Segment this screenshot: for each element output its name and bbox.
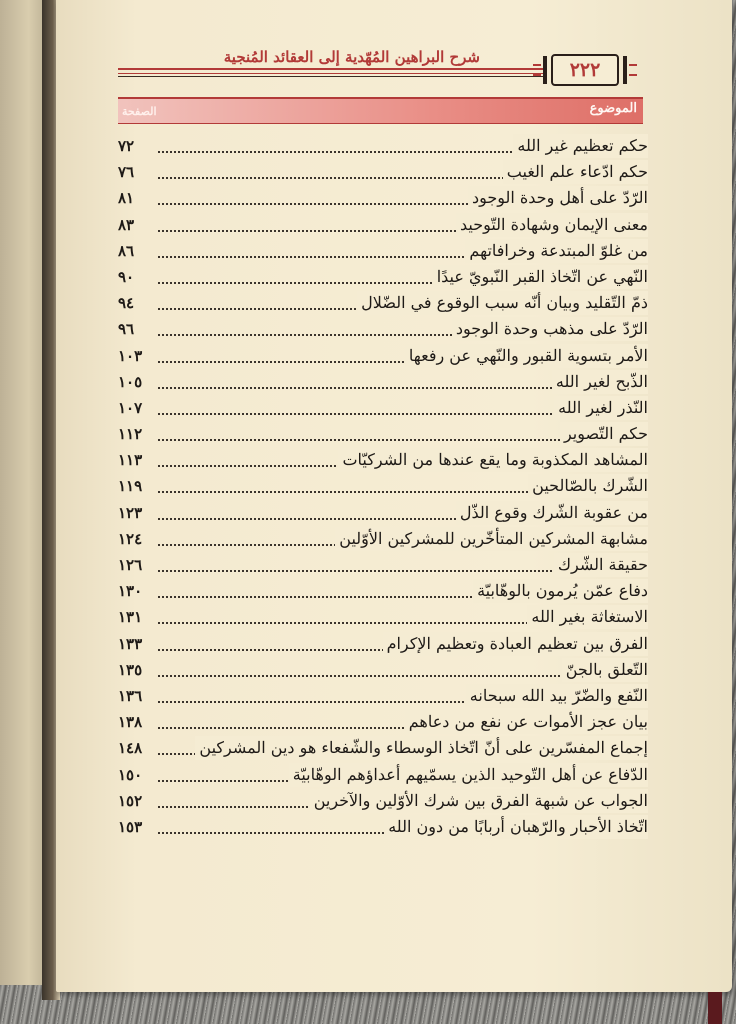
toc-entry <box>118 160 648 186</box>
toc-entry-page: ١١٣ <box>118 451 143 470</box>
toc-entry <box>118 553 648 579</box>
toc-entry-page: ٨١ <box>118 189 135 208</box>
toc-entry-page: ١٢٤ <box>118 529 143 548</box>
toc-entry <box>118 134 648 160</box>
toc-entry <box>118 239 648 265</box>
toc-header-banner <box>118 97 643 124</box>
toc-entry-title: إجماع المفسّرين على أنّ اتّخاذ الوسطاء والشّفعاء هو دين المشركين <box>195 736 648 760</box>
toc-entry-title: حقيقة الشّرك <box>554 553 648 577</box>
toc-entry-title: النّفع والضّرّ بيد الله سبحانه <box>466 684 648 708</box>
toc-entry <box>118 684 648 710</box>
toc-entry <box>118 396 648 422</box>
toc-entry-title: حكم ادّعاء علم الغيب <box>503 160 648 184</box>
toc-entry-title: معنى الإيمان وشهادة التّوحيد <box>456 213 648 237</box>
toc-entry <box>118 658 648 684</box>
toc-entry <box>118 448 648 474</box>
page-number-bar-left <box>543 56 547 84</box>
toc-entry <box>118 579 648 605</box>
toc-entry-title: الذّبح لغير الله <box>552 370 648 394</box>
toc-entry-page: ١٣٥ <box>118 660 143 679</box>
page-column-label: الصفحة <box>122 105 157 118</box>
toc-entry-title: بيان عجز الأموات عن نفع من دعاهم <box>405 710 648 734</box>
toc-entry <box>118 344 648 370</box>
page-number-ornament-left <box>533 64 541 76</box>
bookmark-ribbon <box>708 992 722 1024</box>
toc-entry-title: دفاع عمّن يُرمون بالوهّابيّة <box>473 579 648 603</box>
table-of-contents <box>118 134 648 841</box>
toc-entry-page: ١٠٣ <box>118 346 143 365</box>
toc-entry <box>118 317 648 343</box>
toc-entry-page: ١٠٧ <box>118 398 143 417</box>
toc-entry <box>118 370 648 396</box>
toc-entry-page: ١٣٦ <box>118 686 143 705</box>
toc-entry <box>118 186 648 212</box>
toc-entry-title: اتّخاذ الأحبار والرّهبان أربابًا من دون الله <box>384 815 648 839</box>
toc-entry <box>118 422 648 448</box>
toc-entry-page: ٨٦ <box>118 241 135 260</box>
toc-entry-page: ١٣٣ <box>118 634 143 653</box>
toc-entry-page: ١٣١ <box>118 608 143 627</box>
toc-entry <box>118 736 648 762</box>
toc-entry-page: ١١٩ <box>118 477 143 496</box>
toc-entry <box>118 632 648 658</box>
toc-entry-page: ١١٢ <box>118 425 143 444</box>
toc-entry-title: ذمّ التّقليد وبيان أنّه سبب الوقوع في الضّلال <box>357 291 648 315</box>
toc-entry <box>118 710 648 736</box>
page-number: ٢٢٢ <box>551 54 619 86</box>
toc-entry <box>118 291 648 317</box>
toc-entry-title: النّذر لغير الله <box>554 396 648 420</box>
toc-entry <box>118 815 648 841</box>
toc-entry-title: النّهي عن اتّخاذ القبر النّبويّ عيدًا <box>433 265 648 289</box>
toc-entry-title: التّعلق بالجنّ <box>562 658 648 682</box>
book-title: شرح البراهين المُهّدية إلى العقائد المُنجية <box>223 48 480 66</box>
toc-entry-page: ١٠٥ <box>118 372 143 391</box>
toc-entry-title: الرّدّ على مذهب وحدة الوجود <box>452 317 648 341</box>
toc-entry-page: ٧٦ <box>118 163 135 182</box>
toc-entry-page: ١٥٢ <box>118 791 143 810</box>
header-rule <box>118 68 543 74</box>
toc-entry-title: الرّدّ على أهل وحدة الوجود <box>468 186 648 210</box>
toc-entry-page: ١٢٣ <box>118 503 143 522</box>
toc-entry-title: حكم التّصوير <box>560 422 648 446</box>
toc-entry-page: ٧٢ <box>118 137 135 155</box>
toc-entry-page: ٩٦ <box>118 320 135 339</box>
page-number-ornament-right <box>629 64 637 76</box>
toc-entry-title: حكم تعظيم غير الله <box>513 134 648 158</box>
toc-entry-page: ١٥٣ <box>118 817 143 836</box>
toc-entry-title: مشابهة المشركين المتأخّرين للمشركين الأوّلين <box>335 527 648 551</box>
toc-entry-title: الجواب عن شبهة الفرق بين شرك الأوّلين والآخرين <box>310 789 648 813</box>
toc-entry-page: ١٣٠ <box>118 582 143 601</box>
toc-entry-title: الاستغاثة بغير الله <box>527 605 648 629</box>
toc-entry-title: الفرق بين تعظيم العبادة وتعظيم الإكرام <box>383 632 648 656</box>
toc-entry-page: ١٥٠ <box>118 765 143 784</box>
topic-column-label: الموضوع <box>589 101 637 116</box>
toc-entry-page: ١٤٨ <box>118 739 143 758</box>
header-rule-thin <box>118 76 543 77</box>
toc-entry-title: الشّرك بالصّالحين <box>528 474 648 498</box>
toc-entry <box>118 789 648 815</box>
toc-entry-title: من غلوّ المبتدعة وخرافاتهم <box>465 239 648 263</box>
toc-entry-page: ٨٣ <box>118 215 135 234</box>
toc-entry <box>118 763 648 789</box>
toc-entry-title: المشاهد المكذوبة وما يقع عندها من الشركيّات <box>338 448 648 472</box>
toc-entry <box>118 213 648 239</box>
toc-entry <box>118 265 648 291</box>
toc-entry-page: ٩٠ <box>118 267 135 286</box>
toc-entry <box>118 501 648 527</box>
toc-entry-page: ٩٤ <box>118 294 135 313</box>
toc-entry <box>118 527 648 553</box>
toc-entry-page: ١٣٨ <box>118 713 143 732</box>
toc-entry <box>118 474 648 500</box>
toc-entry <box>118 605 648 631</box>
page-number-bar-right <box>623 56 627 84</box>
toc-entry-title: من عقوبة الشّرك وقوع الذّل <box>456 501 648 525</box>
toc-entry-title: الدّفاع عن أهل التّوحيد الذين يسمّيهم أعداؤهم الوهّابيّة <box>289 763 648 787</box>
toc-entry-title: الأمر بتسوية القبور والنّهي عن رفعها <box>405 344 648 368</box>
toc-entry-page: ١٢٦ <box>118 556 143 574</box>
